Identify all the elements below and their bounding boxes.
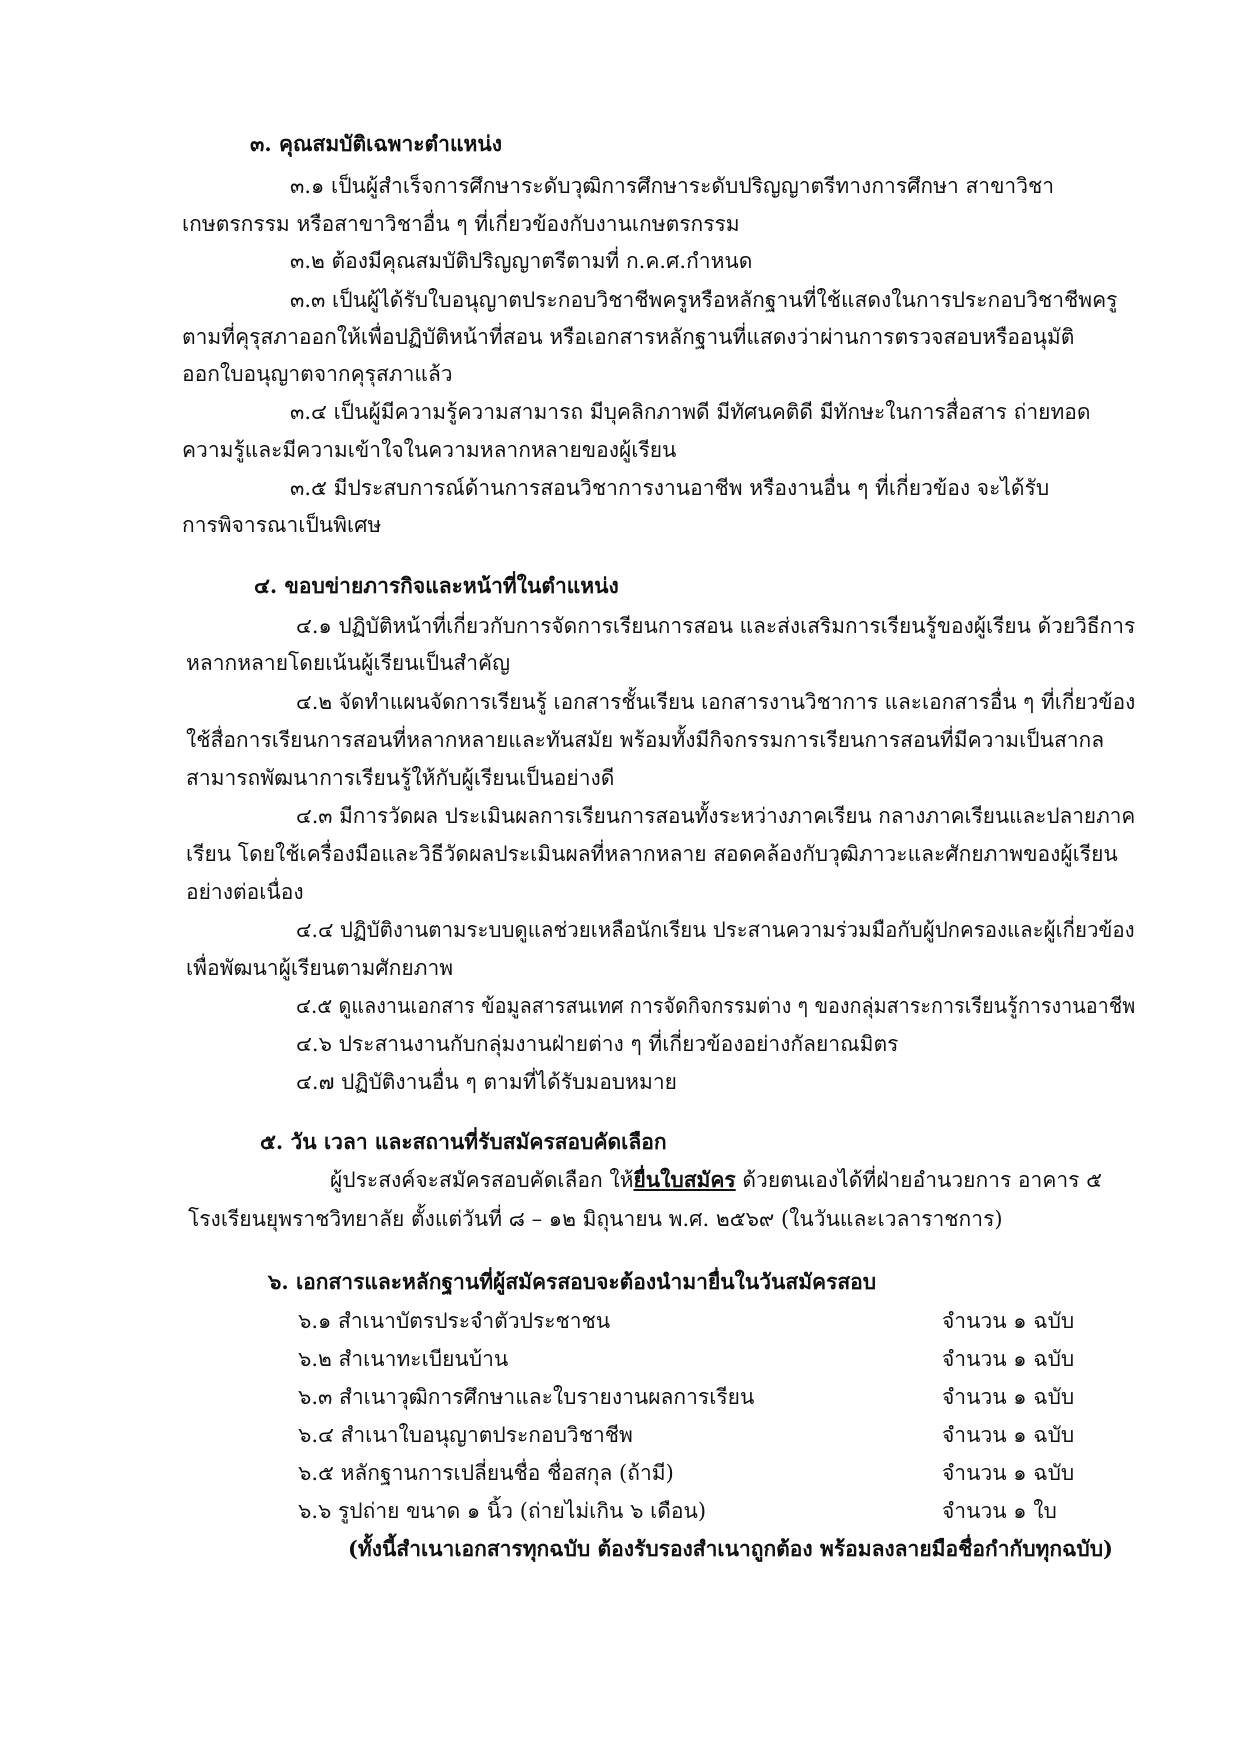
section-3-3-line-2: ตามที่คุรุสภาออกให้เพื่อปฏิบัติหน้าที่สอน หรือเอกสารหลักฐานที่แสดงว่าผ่านการตรวจสอบหรืออนุมัติ [182, 325, 1075, 349]
section-5-paragraph-line-1 [330, 1166, 1102, 1194]
section-3-heading: ๓. คุณสมบัติเฉพาะตำแหน่ง [250, 131, 502, 156]
document-item-3-quantity: จำนวน ๑ ฉบับ [942, 1385, 1075, 1409]
section-3-1-line-2: เกษตรกรรม หรือสาขาวิชาอื่น ๆ ที่เกี่ยวข้องกับงานเกษตรกรรม [182, 212, 740, 236]
document-item-3-label: ๖.๓ สำเนาวุฒิการศึกษาและใบรายงานผลการเรียน [298, 1385, 755, 1409]
section-4-6-line-1: ๔.๖ ประสานงานกับกลุ่มงานฝ่ายต่าง ๆ ที่เกี่ยวข้องอย่างกัลยาณมิตร [296, 1032, 899, 1056]
document-item-4-label: ๖.๔ สำเนาใบอนุญาตประกอบวิชาชีพ [298, 1423, 633, 1447]
submit-application-emphasis: ยื่นใบสมัคร [633, 1167, 736, 1192]
section-5-heading: ๕. วัน เวลา และสถานที่รับสมัครสอบคัดเลือก [260, 1129, 667, 1154]
section-4-3-line-2: เรียน โดยใช้เครื่องมือและวิธีวัดผลประเมินผลที่หลากหลาย สอดคล้องกับวุฒิภาวะและศักยภาพของผู้เรียน [186, 842, 1118, 866]
section-4-1-line-1: ๔.๑ ปฏิบัติหน้าที่เกี่ยวกับการจัดการเรียนการสอน และส่งเสริมการเรียนรู้ของผู้เรียน ด้วยวิธีการ [296, 614, 1136, 638]
section-3-1-line-1: ๓.๑ เป็นผู้สำเร็จการศึกษาระดับวุฒิการศึกษาระดับปริญญาตรีทางการศึกษา สาขาวิชา [290, 174, 1055, 198]
document-item-6-quantity: จำนวน ๑ ใบ [942, 1499, 1057, 1523]
section-4-3-line-3: อย่างต่อเนื่อง [186, 880, 304, 904]
section-4-4-line-1: ๔.๔ ปฏิบัติงานตามระบบดูแลช่วยเหลือนักเรียน ประสานความร่วมมือกับผู้ปกครองและผู้เกี่ยวข้อง [296, 918, 1135, 942]
section-4-2-line-3: สามารถพัฒนาการเรียนรู้ให้กับผู้เรียนเป็นอย่างดี [186, 766, 615, 790]
section-4-heading: ๔. ขอบข่ายภารกิจและหน้าที่ในตำแหน่ง [254, 573, 619, 598]
document-item-2-label: ๖.๒ สำเนาทะเบียนบ้าน [298, 1347, 509, 1371]
section-3-3-line-1: ๓.๓ เป็นผู้ได้รับใบอนุญาตประกอบวิชาชีพครูหรือหลักฐานที่ใช้แสดงในการประกอบวิชาชีพครู [290, 288, 1118, 312]
section-3-4-line-1: ๓.๔ เป็นผู้มีความรู้ความสามารถ มีบุคลิกภาพดี มีทัศนคติดี มีทักษะในการสื่อสาร ถ่ายทอด [290, 400, 1091, 424]
section-5-paragraph-line-2: โรงเรียนยุพราชวิทยาลัย ตั้งแต่วันที่ ๘ – ๑๒ มิถุนายน พ.ศ. ๒๕๖๙ (ในวันและเวลาราชการ) [188, 1207, 1003, 1231]
section-3-3-line-3: ออกใบอนุญาตจากคุรุสภาแล้ว [182, 362, 453, 386]
section-3-5-line-2: การพิจารณาเป็นพิเศษ [182, 513, 382, 537]
apply-text-suffix: ด้วยตนเองได้ที่ฝ่ายอำนวยการ อาคาร ๕ [735, 1168, 1103, 1192]
document-item-6-label: ๖.๖ รูปถ่าย ขนาด ๑ นิ้ว (ถ่ายไม่เกิน ๖ เดือน) [298, 1499, 707, 1523]
document-item-2-quantity: จำนวน ๑ ฉบับ [942, 1347, 1075, 1371]
document-item-5-quantity: จำนวน ๑ ฉบับ [942, 1461, 1075, 1485]
section-4-5-line-1: ๔.๕ ดูแลงานเอกสาร ข้อมูลสารสนเทศ การจัดกิจกรรมต่าง ๆ ของกลุ่มสาระการเรียนรู้การงานอาชีพ [296, 994, 1136, 1018]
section-3-4-line-2: ความรู้และมีความเข้าใจในความหลากหลายของผู้เรียน [182, 438, 677, 462]
document-item-1-label: ๖.๑ สำเนาบัตรประจำตัวประชาชน [298, 1309, 611, 1333]
apply-text-prefix: ผู้ประสงค์จะสมัครสอบคัดเลือก ให้ [330, 1168, 634, 1192]
document-item-4-quantity: จำนวน ๑ ฉบับ [942, 1423, 1075, 1447]
document-item-5-label: ๖.๕ หลักฐานการเปลี่ยนชื่อ ชื่อสกุล (ถ้ามี) [298, 1461, 674, 1485]
section-4-2-line-1: ๔.๒ จัดทำแผนจัดการเรียนรู้ เอกสารชั้นเรียน เอกสารงานวิชาการ และเอกสารอื่น ๆ ที่เกี่ยวข้อง [296, 690, 1136, 714]
section-4-2-line-2: ใช้สื่อการเรียนการสอนที่หลากหลายและทันสมัย พร้อมทั้งมีกิจกรรมการเรียนการสอนที่มีความเป็นสากล [186, 728, 1105, 752]
section-4-3-line-1: ๔.๓ มีการวัดผล ประเมินผลการเรียนการสอนทั้งระหว่างภาคเรียน กลางภาคเรียนและปลายภาค [296, 804, 1136, 828]
section-4-7-line-1: ๔.๗ ปฏิบัติงานอื่น ๆ ตามที่ได้รับมอบหมาย [296, 1070, 677, 1094]
document-item-1-quantity: จำนวน ๑ ฉบับ [942, 1309, 1075, 1333]
section-4-1-line-2: หลากหลายโดยเน้นผู้เรียนเป็นสำคัญ [186, 651, 510, 675]
section-3-5-line-1: ๓.๕ มีประสบการณ์ด้านการสอนวิชาการงานอาชีพ หรืองานอื่น ๆ ที่เกี่ยวข้อง จะได้รับ [290, 476, 1050, 500]
section-6-heading: ๖. เอกสารและหลักฐานที่ผู้สมัครสอบจะต้องนำมายื่นในวันสมัครสอบ [268, 1269, 877, 1294]
section-3-2-line-1: ๓.๒ ต้องมีคุณสมบัติปริญญาตรีตามที่ ก.ค.ศ.กำหนด [290, 249, 753, 273]
section-4-4-line-2: เพื่อพัฒนาผู้เรียนตามศักยภาพ [186, 956, 454, 980]
certification-note: (ทั้งนี้สำเนาเอกสารทุกฉบับ ต้องรับรองสำเนาถูกต้อง พร้อมลงลายมือชื่อกำกับทุกฉบับ) [348, 1536, 1113, 1561]
